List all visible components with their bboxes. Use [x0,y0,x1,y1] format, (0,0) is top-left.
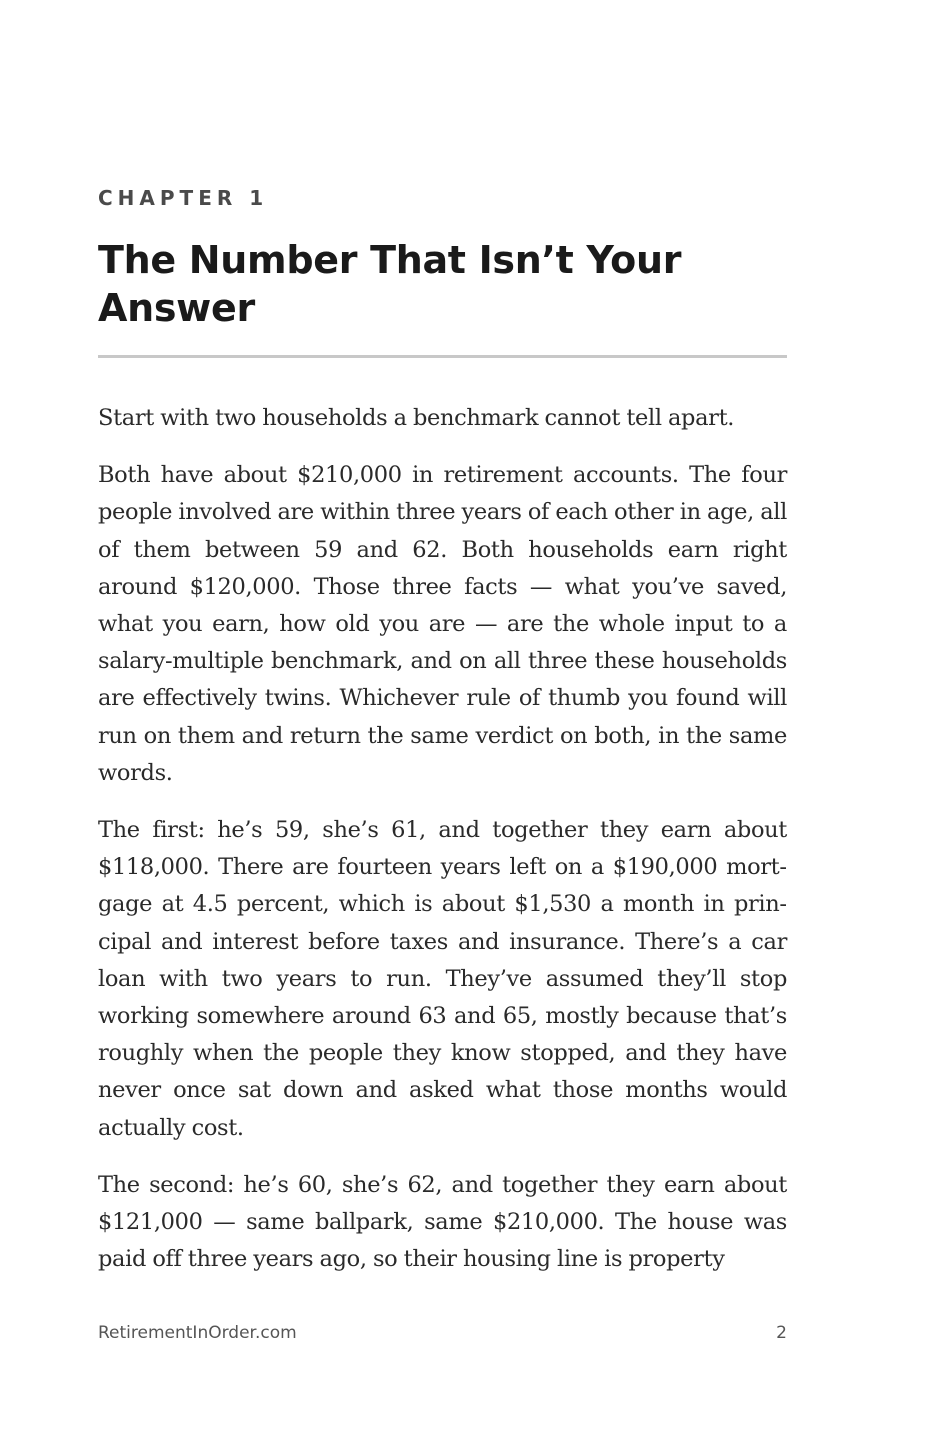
body-text [98,400,787,1298]
paragraph-4: The second: he’s 60, she’s 62, and together they earn about $121,000 — same ballpark, same $210,000. The house was paid off three years ago, so their housing line is property [98,1171,787,1273]
paragraph-3: The first: he’s 59, she’s 61, and together they earn about $118,000. There are fourteen years left on a $190,000 mortgage at 4.5 percent, which is about $1,530 a month in principal and interest before taxes and insurance. There’s a car loan with two years to run. They’ve assumed they’ll stop working somewhere around 63 and 65, mostly because that’s roughly when the people they know stopped, and they have never once sat down and asked what those months would actually cost. [98,817,787,1141]
page-number: 2 [776,1323,787,1343]
footer-website: RetirementInOrder.com [98,1323,297,1343]
paragraph-1: Start with two households a benchmark cannot tell apart. [98,405,735,431]
paragraph-2: Both have about $210,000 in retirement accounts. The four people involved are within three years of each other in age, all of them between 59 and 62. Both households earn right around $120,000. Those three facts — what you’ve saved, what you earn, how old you are — are the whole input to a salary-multiple benchmark, and on all three these households are effectively twins. Whichever rule of thumb you found will run on them and return the same verdict on both, in the same words. [98,462,787,786]
title-divider [98,355,787,358]
chapter-title: The Number That Isn’t Your Answer [98,238,682,330]
chapter-label: CHAPTER 1 [98,186,269,210]
